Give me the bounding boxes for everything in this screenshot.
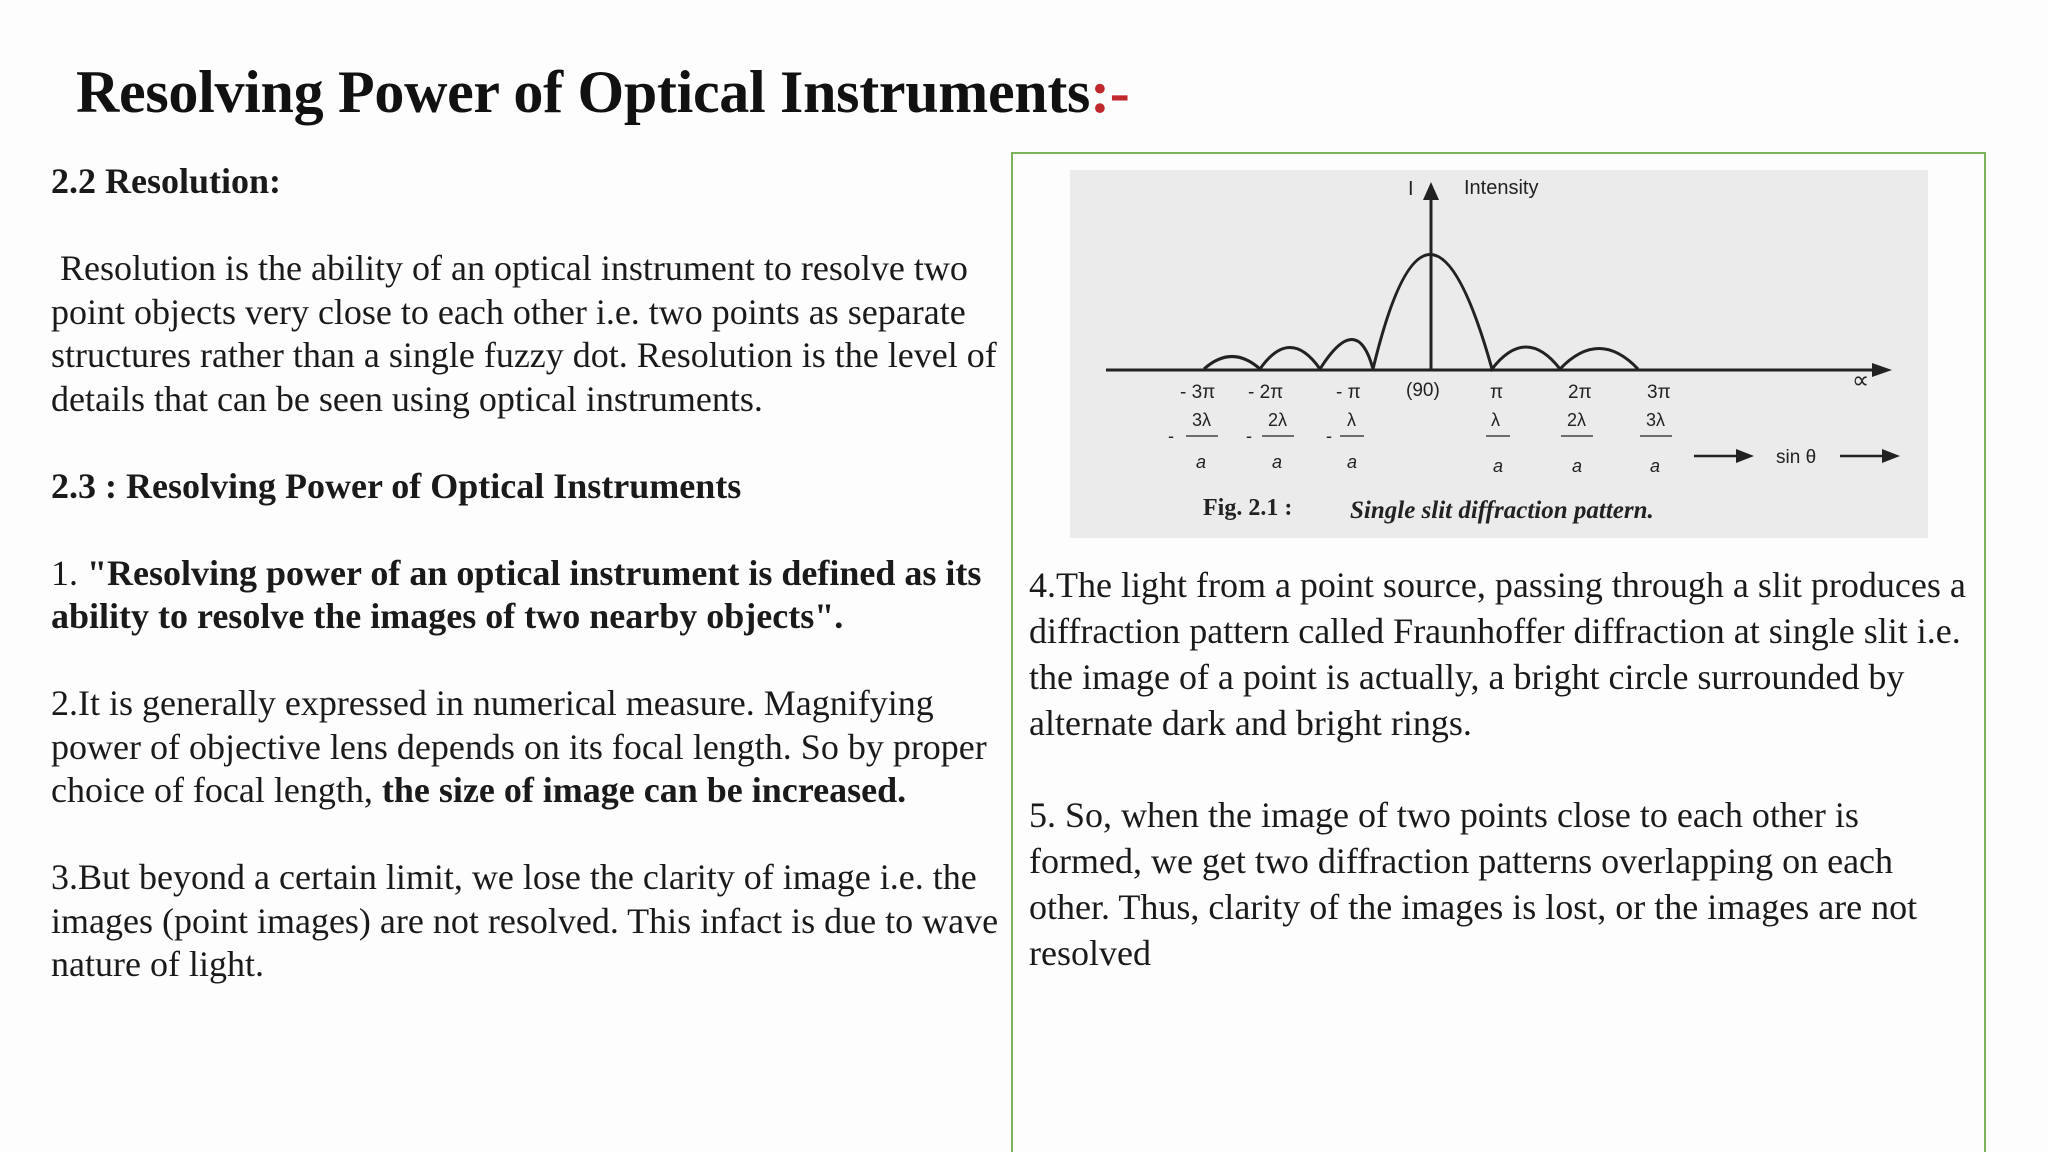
phase-label: π (1490, 382, 1504, 403)
arrow-right-icon (1736, 449, 1754, 463)
fraction-denominator: a (1196, 452, 1207, 472)
minus-sign: - (1246, 426, 1252, 446)
fraction-denominator: a (1347, 452, 1358, 472)
figure-caption: Single slit diffraction pattern. (1350, 497, 1654, 524)
fraction-numerator: λ (1347, 410, 1356, 430)
fraction-denominator: a (1272, 452, 1283, 472)
fraction-numerator: 3λ (1646, 410, 1666, 430)
fraction-labels (1168, 410, 1672, 476)
fraction-denominator: a (1493, 456, 1504, 476)
y-axis-label: I (1408, 178, 1414, 200)
fraction-numerator: 2λ (1567, 410, 1587, 430)
point-2 (51, 682, 1001, 813)
fraction-numerator: λ (1491, 410, 1500, 430)
point-2-text: 2.It is generally expressed in numerical measure. Magnifying power of objective lens depends on its focal length. So by proper choice of focal length, (51, 683, 987, 810)
point-1 (51, 552, 1001, 639)
figure-caption-prefix: Fig. 2.1 : (1203, 495, 1293, 521)
point-2-emphasis: the size of image can be increased. (381, 770, 907, 810)
phase-label: 2π (1568, 382, 1592, 403)
point-4: 4.The light from a point source, passing through a slit produces a diffraction pattern called Fraunhoffer diffraction at single slit i.e. the image of a point is actually, a bright circle surrounded by alternate dark and bright rings. (1029, 565, 1966, 743)
right-panel (1011, 152, 1986, 1152)
slide-title-text: Resolving Power of Optical Instruments (76, 59, 1091, 125)
phase-label: (90) (1406, 380, 1440, 401)
arrow-right-icon (1882, 449, 1900, 463)
point-1-definition: "Resolving power of an optical instrument is defined as its ability to resolve the images of two nearby objects". (51, 552, 982, 636)
phase-label: - π (1336, 382, 1361, 403)
resolving-power-heading: 2.3 : Resolving Power of Optical Instruments (51, 465, 742, 506)
x-axis-arrow-icon (1872, 363, 1892, 377)
slide-title (76, 58, 1129, 127)
y-axis-title: Intensity (1464, 177, 1539, 199)
point-3: 3.But beyond a certain limit, we lose the clarity of image i.e. the images (point images) are not resolved. This infact is due to wave nature of light. (51, 857, 999, 984)
resolution-paragraph: Resolution is the ability of an optical instrument to resolve two point objects very close to each other i.e. two points as separate structures rather than a single fuzzy dot. Resolution is the level of details that can be seen using optical instruments. (51, 248, 1006, 419)
phase-label: - 3π (1180, 382, 1216, 403)
fraction-numerator: 3λ (1192, 410, 1212, 430)
right-text (1029, 562, 1974, 976)
left-column (51, 160, 1006, 987)
resolution-heading: 2.2 Resolution: (51, 161, 282, 201)
fraction-denominator: a (1572, 456, 1583, 476)
y-axis-arrow-icon (1423, 182, 1439, 200)
minus-sign: - (1168, 426, 1174, 446)
title-mark: :- (1090, 59, 1130, 125)
fraction-numerator: 2λ (1268, 410, 1288, 430)
point-1-number: 1. (51, 552, 87, 593)
phase-labels (1180, 380, 1671, 403)
phase-label: 3π (1647, 382, 1671, 403)
x-axis-end-label: ∝ (1852, 367, 1870, 394)
intensity-curve (1204, 255, 1638, 370)
phase-label: - 2π (1248, 382, 1284, 403)
diffraction-figure (1070, 170, 1928, 538)
minus-sign: - (1326, 426, 1332, 446)
point-5: 5. So, when the image of two points close to each other is formed, we get two diffraction patterns overlapping on each other. Thus, clarity of the images is lost, or the images are not resolved (1029, 795, 1918, 973)
fraction-denominator: a (1650, 456, 1661, 476)
sin-theta-label: sin θ (1776, 447, 1817, 468)
